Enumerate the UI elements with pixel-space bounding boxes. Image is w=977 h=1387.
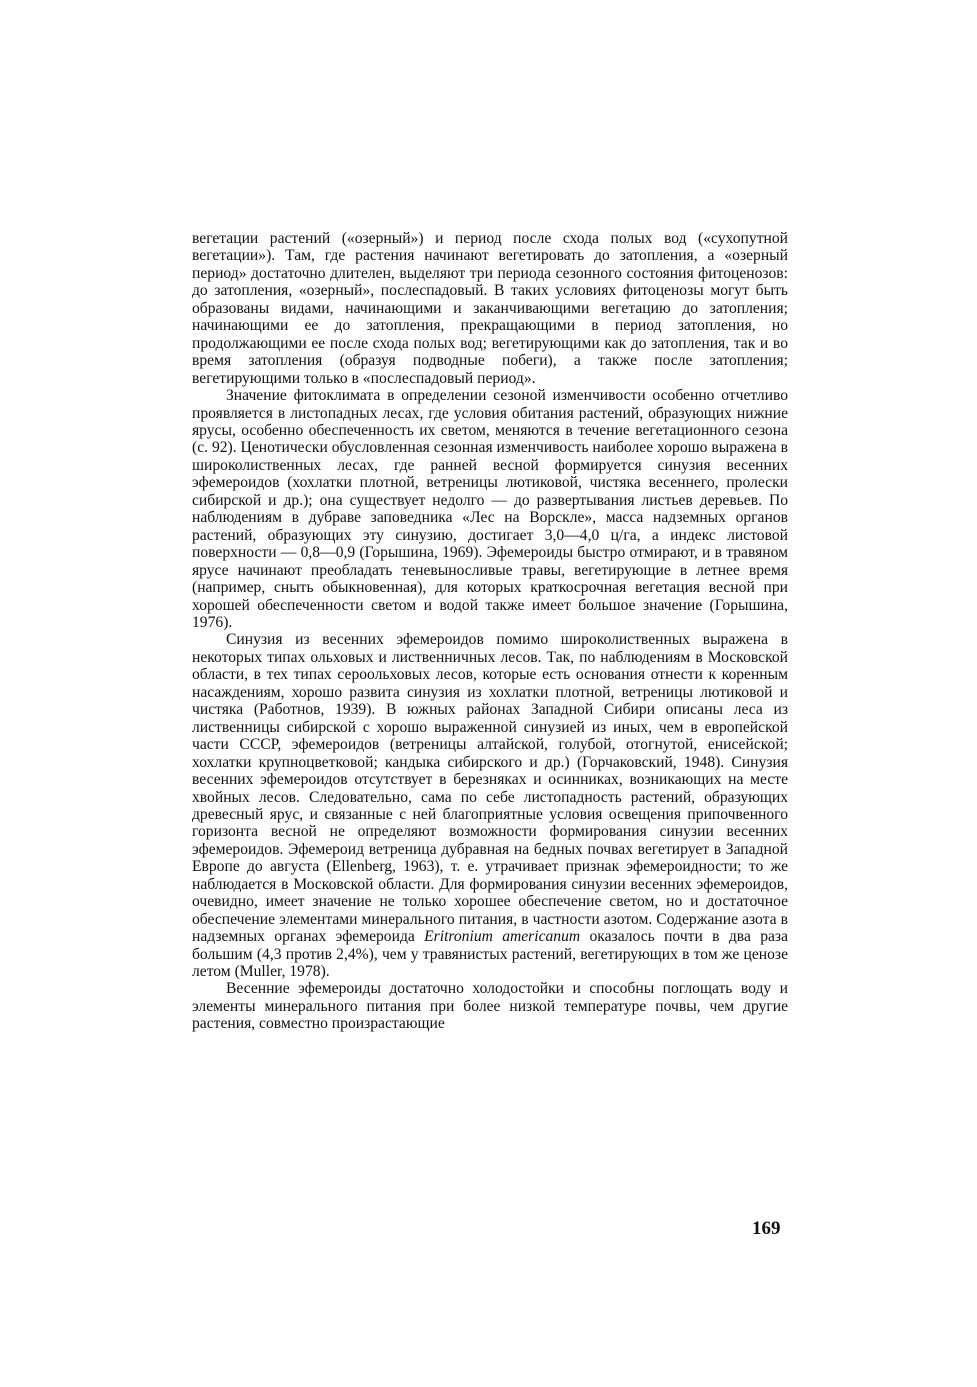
body-text	[192, 230, 788, 1033]
paragraph-3-text-a: Синузия из весенних эфемероидов помимо широколиственных выражена в некоторых типах ольховых и лиственничных лесов. Так, по наблюдениям в Московской области, в тех типах сероольховых лесов, которые есть основания отнести к коренным насаждениям, хорошо развита синузия из хохлатки плотной, ветреницы лютиковой и чистяка (Работнов, 1939). В южных районах Западной Сибири описаны леса из лиственницы сибирской с хорошо выраженной синузией из иных, чем в европейской части СССР, эфемероидов (ветреницы алтайской, голубой, отогнутой, енисейской; хохлатки крупноцветковой; кандыка сибирского и др.) (Горчаковский, 1948). Синузия весенних эфемероидов отсутствует в березняках и осинниках, возникающих на месте хвойных лесов. Следовательно, сама по себе листопадность растений, образующих древесный ярус, и связанные с ней благоприятные условия освещения припочвенного горизонта весной не определяют возможности формирования синузии весенних эфемероидов. Эфемероид ветреница дубравная на бедных почвах вегетирует в Западной Европе до августа (Ellenberg, 1963), т. е. утрачивает признак эфемероидности; то же наблюдается в Московской области. Для формирования синузии весенних эфемероидов, очевидно, имеет значение не только хорошее обеспечение светом, но и достаточное обеспечение элементами минерального питания, в частности азотом. Содержание азота в надземных органах эфемероида	[192, 631, 788, 946]
paragraph-3-text-b: оказалось почти в два раза большим (4,3 против 2,4%), чем у травянистых растений, вегетирующих в том же ценозе летом (Muller, 1978).	[192, 928, 788, 981]
page-number: 169	[752, 1218, 781, 1239]
paragraph-1-continued: вегетации растений («озерный») и период после схода полых вод («сухопутной вегетации»). Там, где растения начинают вегетировать до затопления, а «озерный период» достаточно длителен, выделяют три периода сезонного состояния фитоценозов: до затопления, «озерный», послеспадовый. В таких условиях фитоценозы могут быть образованы видами, начинающими и заканчивающими вегетацию до затопления; начинающими ее до затопления, прекращающими в период затопления, но продолжающими ее после схода полых вод; вегетирующими как до затопления, так и во время затопления (образуя подводные побеги), а также после затопления; вегетирующими только в «послеспадовый период».	[192, 230, 788, 387]
species-name-italic: Eritronium americanum	[424, 928, 581, 946]
paragraph-4: Весенние эфемероиды достаточно холодостойки и способны поглощать воду и элементы минерального питания при более низкой температуре почвы, чем другие растения, совместно произрастающие	[192, 980, 788, 1033]
paragraph-3	[192, 631, 788, 980]
paragraph-2: Значение фитоклимата в определении сезоной изменчивости особенно отчетливо проявляется в листопадных лесах, где условия обитания растений, образующих нижние ярусы, особенно обеспеченность их светом, меняются в течение вегетационного сезона (с. 92). Ценотически обусловленная сезонная изменчивость наиболее хорошо выражена в широколиственных лесах, где ранней весной формируется синузия весенних эфемероидов (хохлатки плотной, ветреницы лютиковой, чистяка весеннего, пролески сибирской и др.); она существует недолго — до развертывания листьев деревьев. По наблюдениям в дубраве заповедника «Лес на Ворскле», масса надземных органов растений, образующих эту синузию, достигает 3,0—4,0 ц/га, а индекс листовой поверхности — 0,8—0,9 (Горышина, 1969). Эфемероиды быстро отмирают, и в травяном ярусе начинают преобладать теневыносливые травы, вегетирующие в летнее время (например, сныть обыкновенная), для которых краткосрочная вегетация весной при хорошей обеспеченности светом и водой также имеет большое значение (Горышина, 1976).	[192, 387, 788, 631]
